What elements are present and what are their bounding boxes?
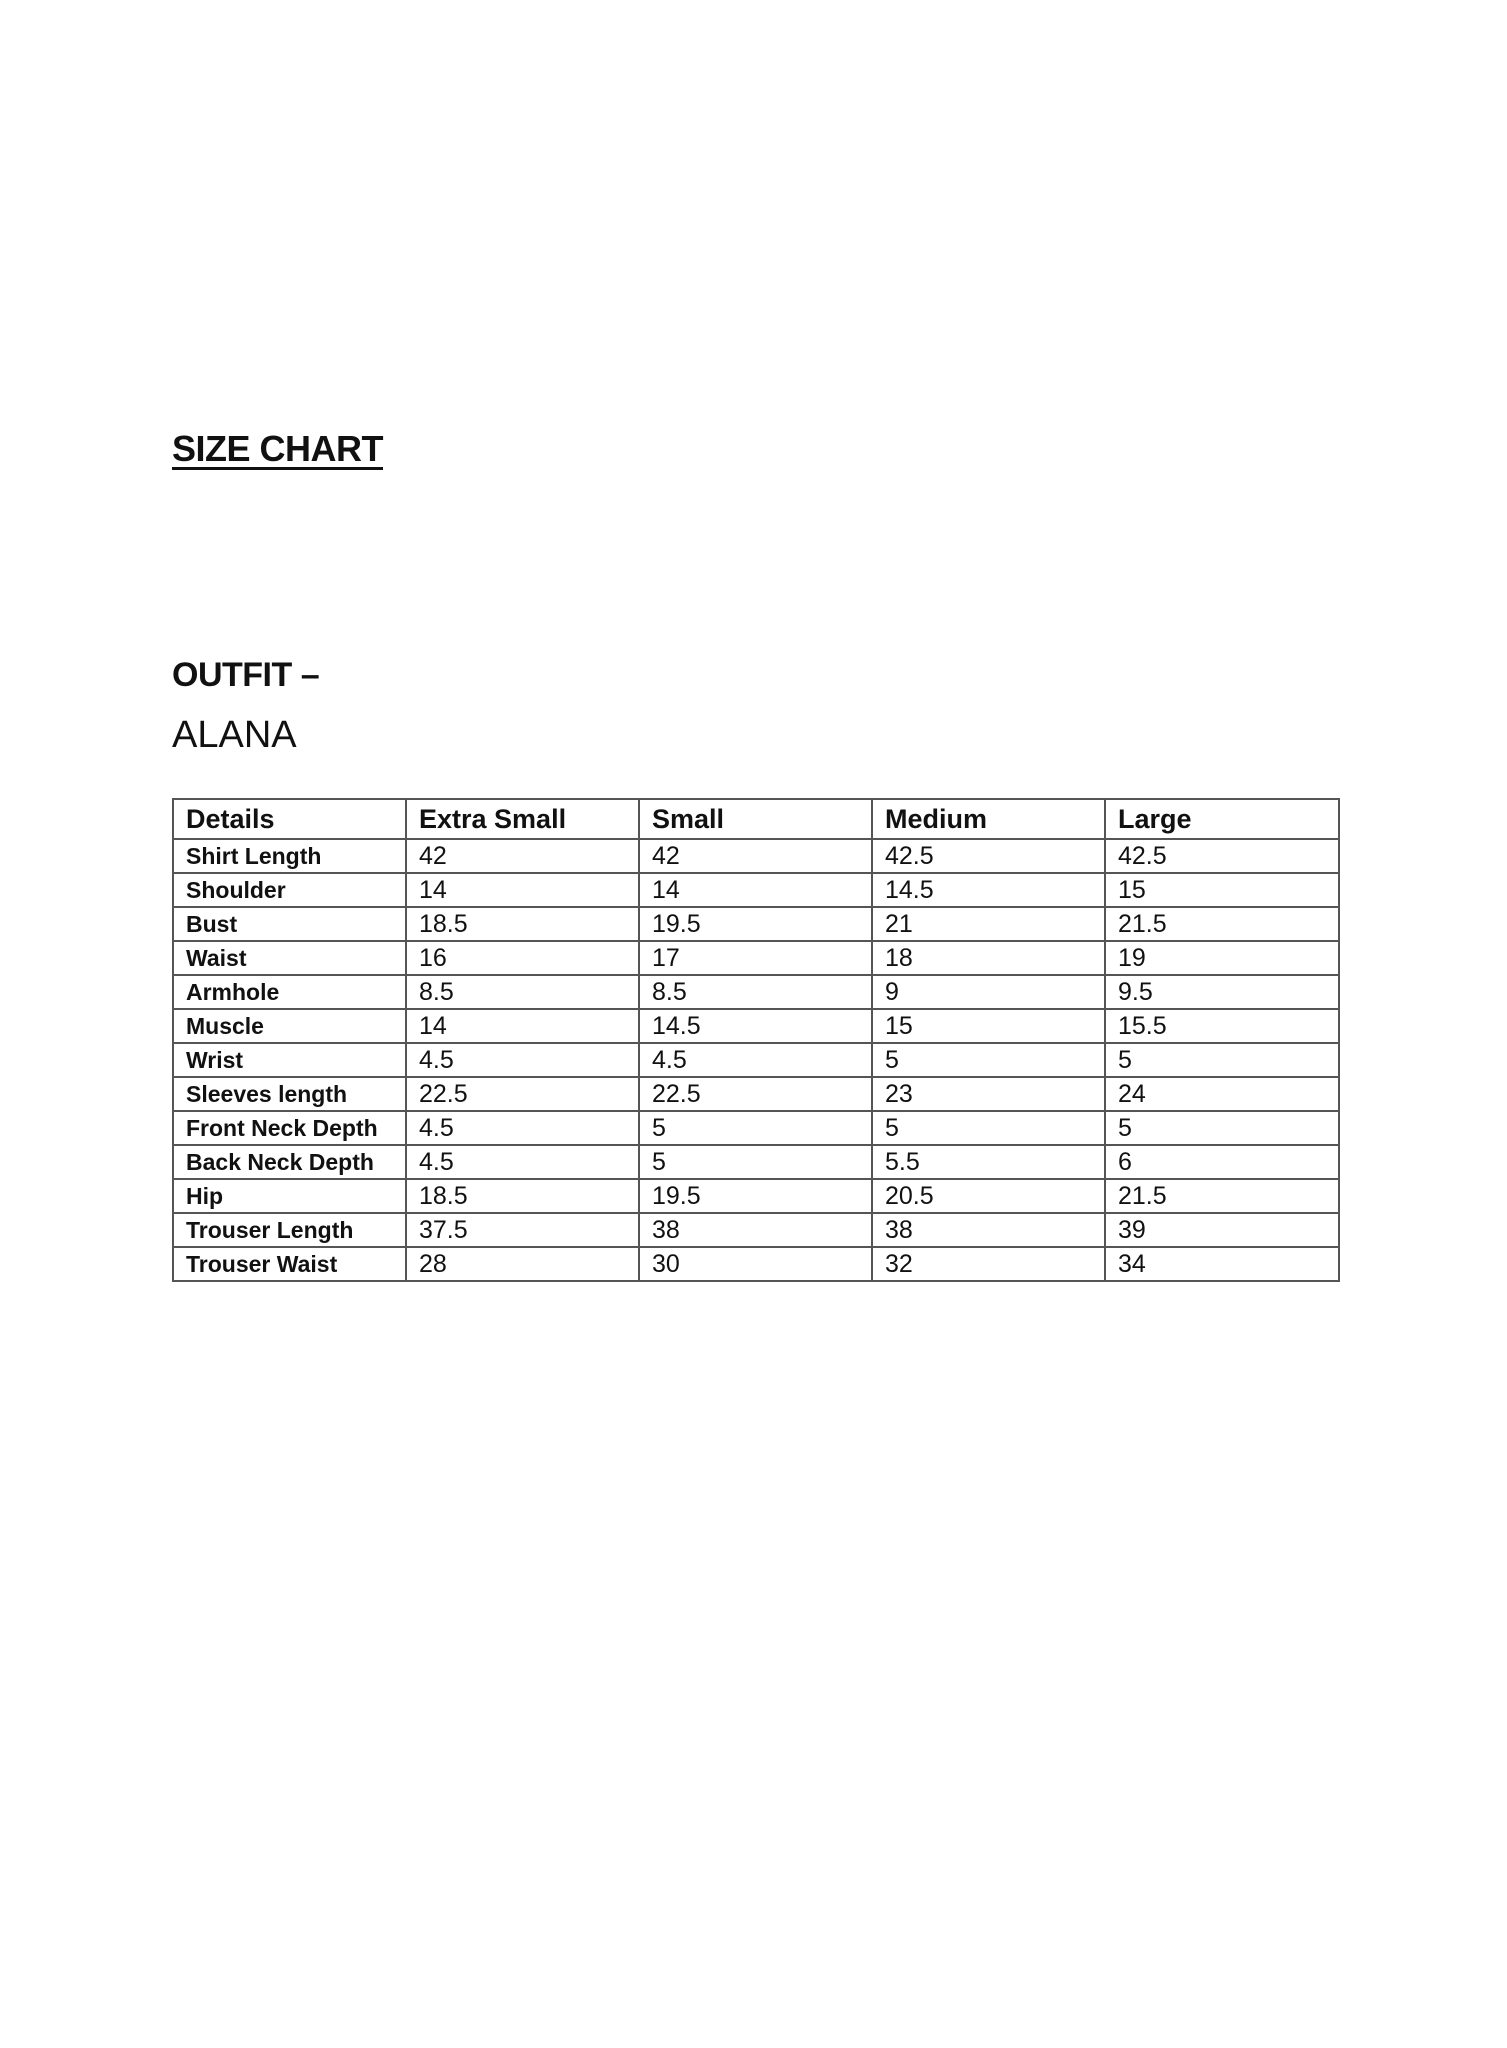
cell-medium: 15 [872,1009,1105,1043]
cell-small: 8.5 [639,975,872,1009]
cell-large: 5 [1105,1043,1339,1077]
cell-large: 21.5 [1105,907,1339,941]
cell-small: 19.5 [639,907,872,941]
cell-detail: Sleeves length [173,1077,406,1111]
cell-extra-small: 8.5 [406,975,639,1009]
cell-medium: 18 [872,941,1105,975]
cell-medium: 21 [872,907,1105,941]
cell-extra-small: 22.5 [406,1077,639,1111]
cell-medium: 9 [872,975,1105,1009]
cell-small: 14.5 [639,1009,872,1043]
header-large: Large [1105,799,1339,839]
cell-extra-small: 18.5 [406,907,639,941]
table-row [173,1247,1339,1281]
cell-detail: Trouser Length [173,1213,406,1247]
cell-small: 38 [639,1213,872,1247]
table-row [173,1043,1339,1077]
header-extra-small: Extra Small [406,799,639,839]
cell-extra-small: 14 [406,873,639,907]
cell-extra-small: 28 [406,1247,639,1281]
cell-detail: Bust [173,907,406,941]
table-row [173,839,1339,873]
cell-large: 24 [1105,1077,1339,1111]
cell-detail: Trouser Waist [173,1247,406,1281]
cell-detail: Shirt Length [173,839,406,873]
cell-extra-small: 4.5 [406,1111,639,1145]
table-row [173,907,1339,941]
cell-detail: Armhole [173,975,406,1009]
outfit-label: OUTFIT – [172,656,320,694]
cell-extra-small: 4.5 [406,1043,639,1077]
cell-detail: Shoulder [173,873,406,907]
cell-small: 42 [639,839,872,873]
cell-detail: Front Neck Depth [173,1111,406,1145]
cell-extra-small: 18.5 [406,1179,639,1213]
table-row [173,1179,1339,1213]
cell-large: 21.5 [1105,1179,1339,1213]
cell-detail: Wrist [173,1043,406,1077]
cell-medium: 5.5 [872,1145,1105,1179]
cell-large: 19 [1105,941,1339,975]
cell-detail: Back Neck Depth [173,1145,406,1179]
table-row [173,1077,1339,1111]
cell-large: 34 [1105,1247,1339,1281]
cell-medium: 5 [872,1043,1105,1077]
cell-medium: 23 [872,1077,1105,1111]
cell-large: 5 [1105,1111,1339,1145]
cell-extra-small: 14 [406,1009,639,1043]
table-row [173,975,1339,1009]
cell-large: 9.5 [1105,975,1339,1009]
table-row [173,941,1339,975]
cell-medium: 5 [872,1111,1105,1145]
page-title: SIZE CHART [172,428,383,469]
header-details: Details [173,799,406,839]
cell-medium: 14.5 [872,873,1105,907]
cell-small: 30 [639,1247,872,1281]
cell-small: 22.5 [639,1077,872,1111]
cell-small: 5 [639,1145,872,1179]
cell-large: 42.5 [1105,839,1339,873]
header-small: Small [639,799,872,839]
outfit-name: ALANA [172,714,297,756]
cell-large: 6 [1105,1145,1339,1179]
cell-detail: Waist [173,941,406,975]
table-header-row [173,799,1339,839]
cell-extra-small: 4.5 [406,1145,639,1179]
cell-medium: 20.5 [872,1179,1105,1213]
cell-extra-small: 37.5 [406,1213,639,1247]
cell-medium: 38 [872,1213,1105,1247]
table-row [173,1111,1339,1145]
cell-small: 4.5 [639,1043,872,1077]
cell-small: 14 [639,873,872,907]
size-chart-table [172,798,1340,1282]
cell-large: 15.5 [1105,1009,1339,1043]
cell-small: 17 [639,941,872,975]
cell-small: 5 [639,1111,872,1145]
table-row [173,1213,1339,1247]
table-row [173,1009,1339,1043]
table-row [173,873,1339,907]
header-medium: Medium [872,799,1105,839]
cell-large: 39 [1105,1213,1339,1247]
cell-extra-small: 42 [406,839,639,873]
cell-small: 19.5 [639,1179,872,1213]
cell-medium: 42.5 [872,839,1105,873]
table-row [173,1145,1339,1179]
cell-extra-small: 16 [406,941,639,975]
cell-large: 15 [1105,873,1339,907]
cell-detail: Muscle [173,1009,406,1043]
cell-detail: Hip [173,1179,406,1213]
cell-medium: 32 [872,1247,1105,1281]
table-body [173,839,1339,1281]
